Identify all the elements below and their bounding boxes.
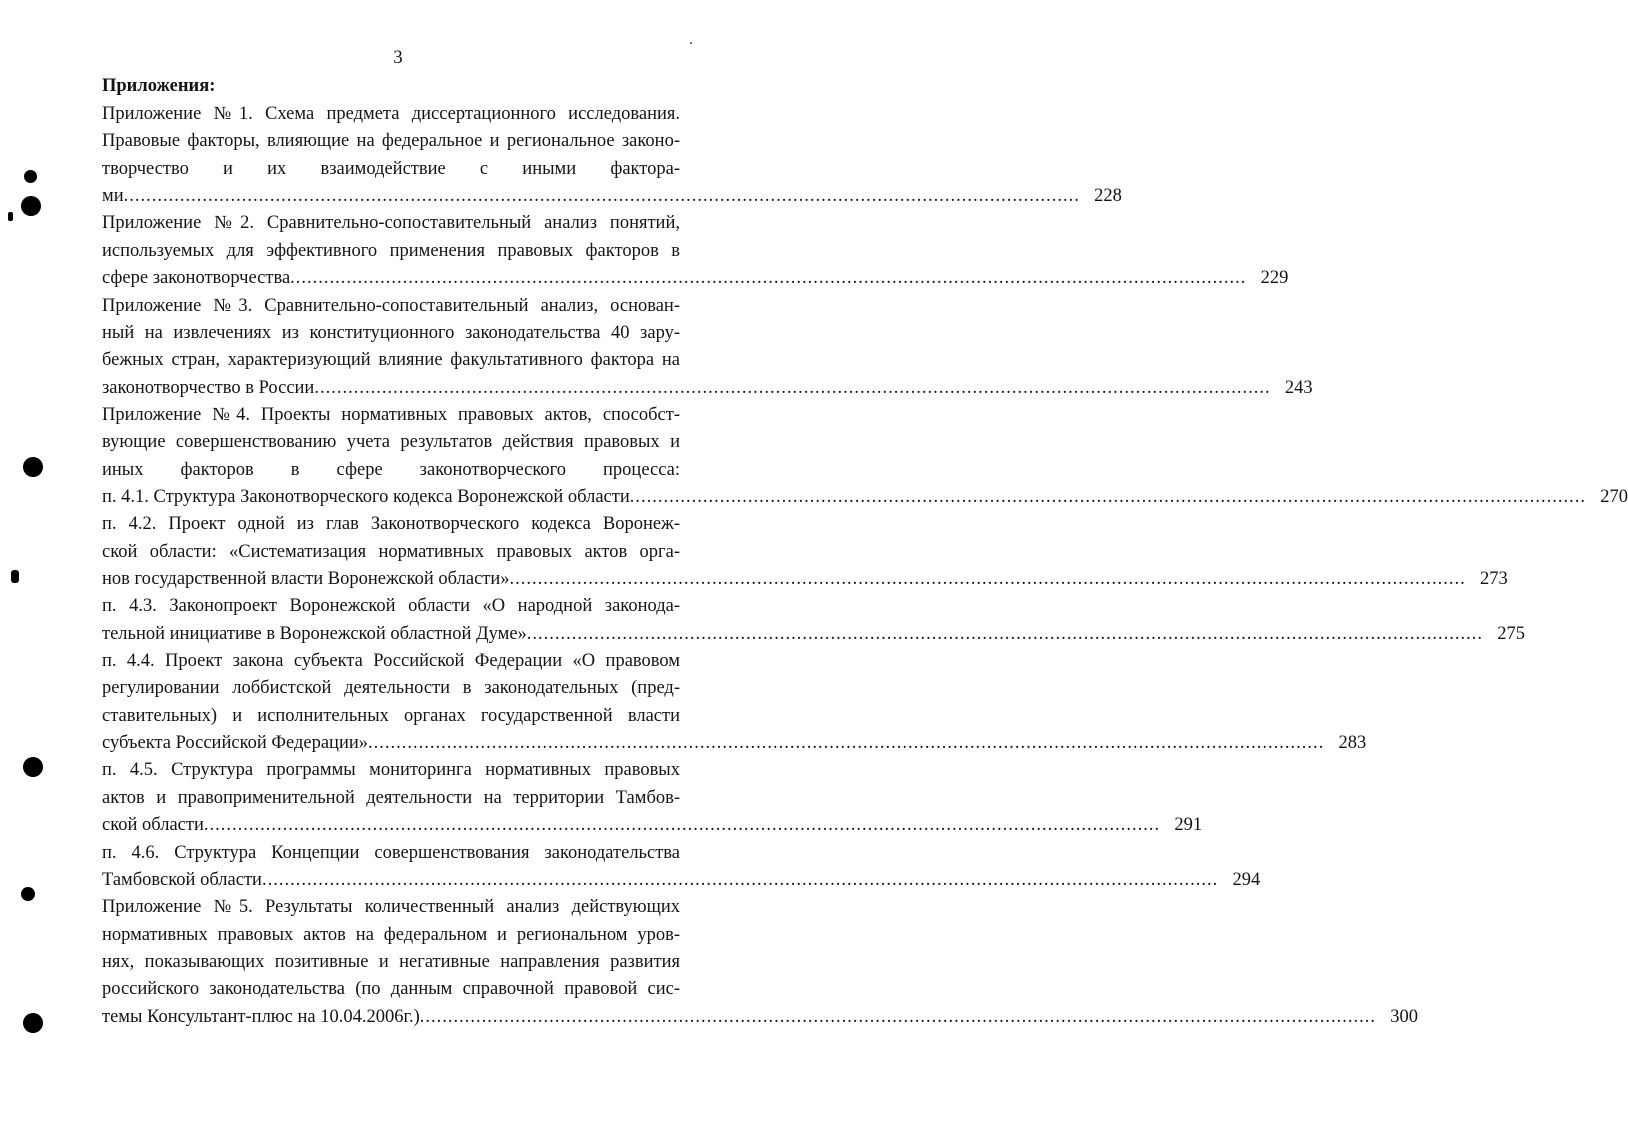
dot-leader: .......................................................................................................................................................................... — [203, 815, 1161, 836]
binder-hole-mark — [11, 570, 19, 583]
toc-entry-text: законотворчество в России — [102, 377, 315, 398]
binder-hole-mark — [8, 212, 13, 221]
toc-text-line: п. 4.4. Проект закона субъекта Российской Федерации «О правовом — [102, 651, 680, 671]
toc-page-number: 294 — [1232, 869, 1261, 890]
toc-entry-text: нов государственной власти Воронежской области» — [102, 569, 510, 589]
toc-entry-line — [102, 812, 1203, 838]
toc-text-line: п. 4.6. Структура Концепции совершенствования законодательства — [102, 842, 680, 863]
toc-entry-line — [102, 375, 1313, 401]
toc-text-line: нях, показывающих позитивные и негативные направления развития — [102, 951, 680, 972]
toc-text-line: ставительных) и исполнительных органах государственной власти — [102, 705, 680, 726]
binder-hole-mark — [23, 457, 43, 477]
binder-hole-mark — [23, 1013, 43, 1033]
toc-entry-line — [102, 867, 1261, 893]
dot-leader: .......................................................................................................................................................................... — [261, 869, 1219, 890]
toc-text-line: Приложение №4. Проекты нормативных правовых актов, способст- — [102, 404, 680, 425]
dot-leader: .......................................................................................................................................................................... — [509, 569, 1466, 589]
toc-entry-text: сфере законотворчества — [102, 268, 291, 289]
toc-page-number: 291 — [1174, 815, 1203, 836]
toc-text-line: иных факторов в сфере законотворческого процесса: — [102, 459, 680, 480]
toc-entry-text: субъекта Российской Федерации» — [102, 733, 369, 754]
toc-text-line: актов и правоприменительной деятельности на территории Тамбов- — [102, 787, 680, 808]
toc-text-line: ный на извлечениях из конституционного законодательства 40 зару- — [102, 322, 680, 343]
toc-text-line: российского законодательства (по данным справочной правовой сис- — [102, 979, 680, 1000]
dot-leader: .......................................................................................................................................................................... — [314, 377, 1271, 398]
toc-page-number: 243 — [1284, 377, 1313, 398]
toc-entry-text: тельной инициативе в Воронежской областной Думе» — [102, 623, 527, 644]
toc-entry-text: Тамбовской области — [102, 869, 262, 890]
page-number: 3 — [393, 47, 403, 68]
toc-text-line: п. 4.5. Структура программы мониторинга нормативных правовых — [102, 760, 680, 781]
toc-entry-text: ской области — [102, 815, 204, 836]
toc-entry-line — [102, 730, 1367, 756]
toc-text-line: регулировании лоббистской деятельности в законодательных (пред- — [102, 678, 680, 699]
scan-speck — [690, 42, 692, 44]
toc-text-line: Приложение №3. Сравнительно-сопоставительный анализ, основан- — [102, 295, 680, 316]
toc-text-line: бежных стран, характеризующий влияние факультативного фактора на — [102, 350, 680, 371]
toc-text-line: используемых для эффективного применения правовых факторов в — [102, 240, 680, 261]
toc-entry-text: ми — [102, 186, 124, 207]
binder-hole-mark — [24, 170, 37, 183]
toc-text-line: Приложение №5. Результаты количественный анализ действующих — [102, 897, 680, 918]
toc-text-line: ской области: «Систематизация нормативных правовых актов орга- — [102, 541, 680, 562]
toc-page-number: 228 — [1094, 186, 1122, 207]
appendices-heading: Приложения: — [102, 76, 216, 96]
dot-leader: .......................................................................................................................................................................... — [123, 186, 1080, 207]
toc-page-number: 275 — [1497, 623, 1526, 644]
binder-hole-mark — [21, 887, 35, 901]
dot-leader: .......................................................................................................................................................................... — [368, 733, 1325, 754]
toc-text-line: Приложение №1. Схема предмета диссертационного исследования. — [102, 104, 680, 124]
toc-text-line: Приложение №2. Сравнительно-сопоставительный анализ понятий, — [102, 213, 680, 234]
binder-hole-mark — [21, 196, 41, 216]
toc-entry-line — [102, 566, 1508, 592]
toc-page-number: 229 — [1260, 268, 1289, 289]
toc-text-line: Правовые факторы, влияющие на федеральное и региональное законо- — [102, 131, 680, 152]
toc-page-number: 270 — [1600, 486, 1628, 507]
toc-page-number: 300 — [1390, 1006, 1418, 1027]
toc-entry-line — [102, 265, 1289, 291]
toc-entry-line — [102, 1004, 1418, 1030]
dot-leader: .......................................................................................................................................................................... — [629, 486, 1586, 507]
toc-entry-text: темы Консультант-плюс на 10.04.2006г.) — [102, 1006, 420, 1027]
toc-page-number: 273 — [1480, 569, 1508, 589]
dot-leader: .......................................................................................................................................................................... — [290, 268, 1247, 289]
toc-entry-text: п. 4.1. Структура Законотворческого кодекса Воронежской области — [102, 486, 630, 507]
toc-text-line: нормативных правовых актов на федеральном и региональном уров- — [102, 924, 680, 945]
toc-entry-line — [102, 183, 1122, 209]
toc-entry-line — [102, 621, 1526, 647]
toc-text-line: вующие совершенствованию учета результатов действия правовых и — [102, 432, 680, 453]
toc-text-line: творчество и их взаимодействие с иными фактора- — [102, 158, 680, 179]
toc-entry-line — [102, 484, 1628, 510]
binder-hole-mark — [23, 757, 43, 777]
toc-text-line: п. 4.2. Проект одной из глав Законотворческого кодекса Воронеж- — [102, 514, 680, 535]
dot-leader: .......................................................................................................................................................................... — [526, 623, 1484, 644]
toc-page-number: 283 — [1338, 733, 1367, 754]
toc-text-line: п. 4.3. Законопроект Воронежской области «О народной законода- — [102, 596, 680, 617]
dot-leader: .......................................................................................................................................................................... — [419, 1006, 1376, 1027]
